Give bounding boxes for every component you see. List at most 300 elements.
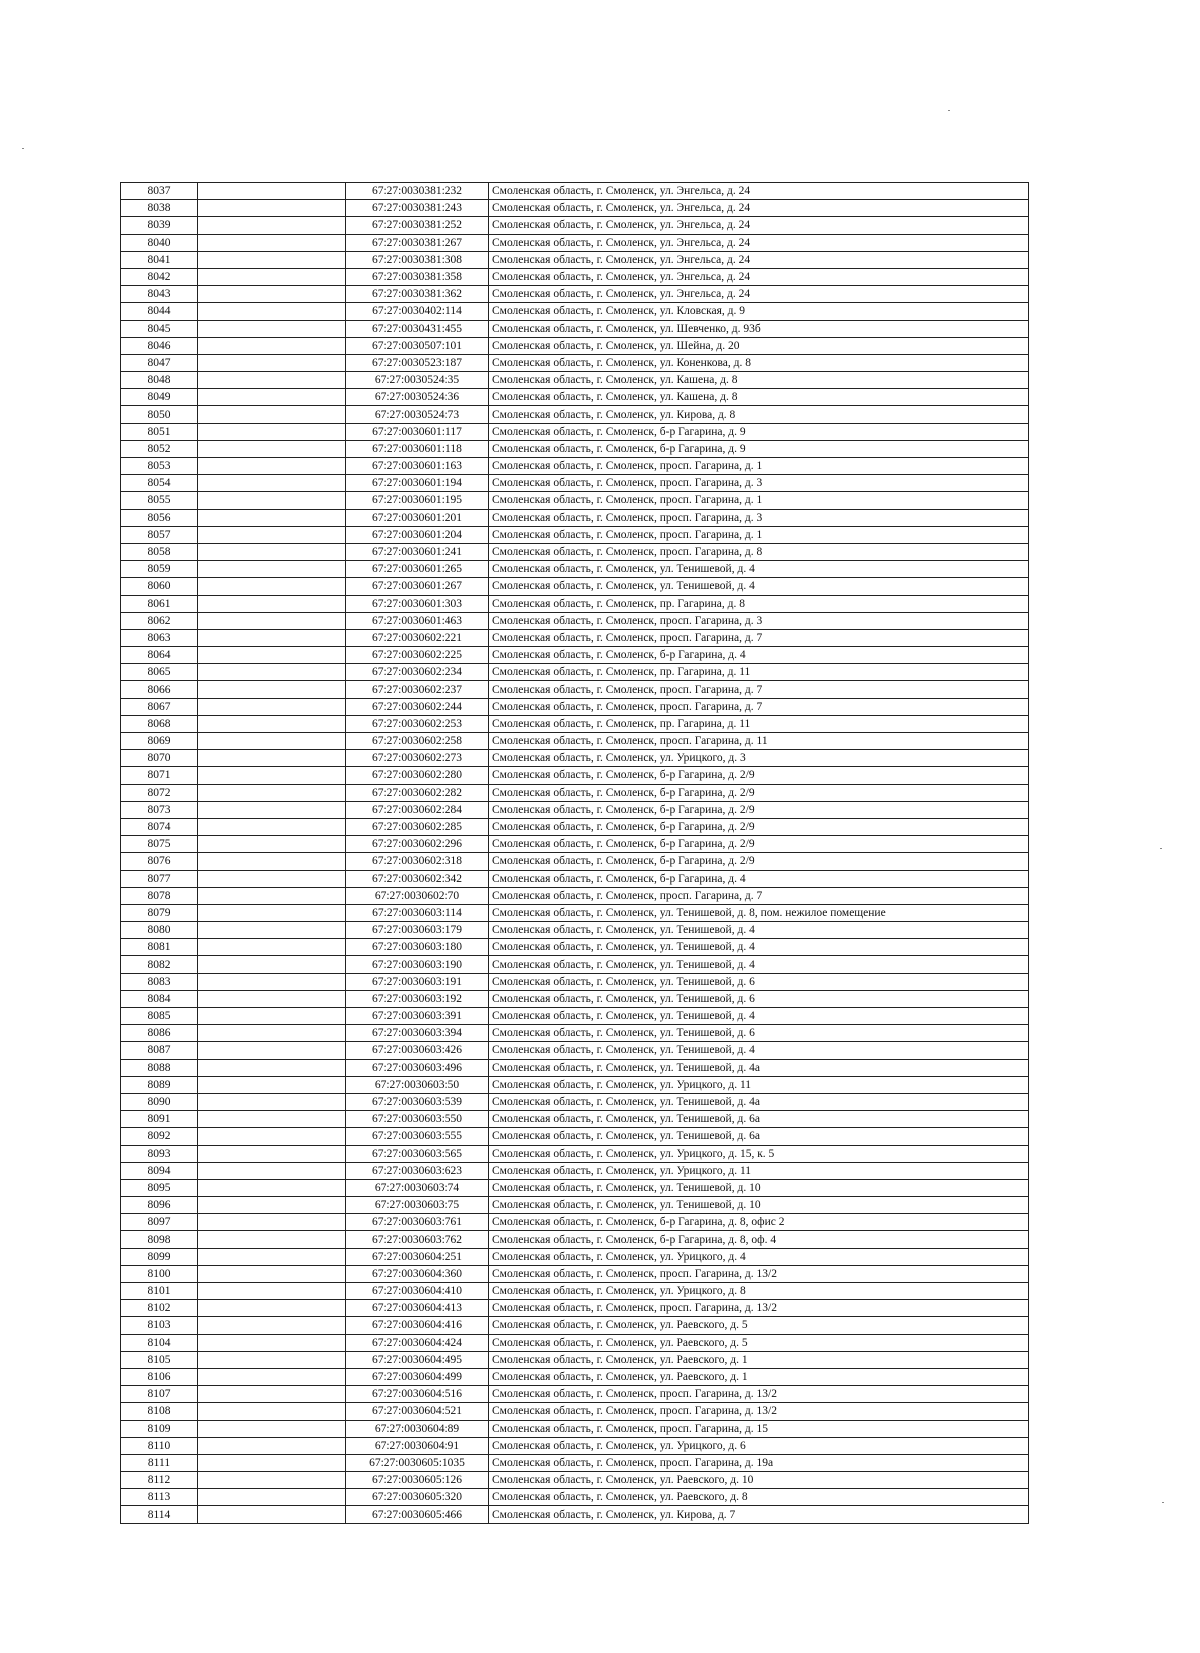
empty-cell [198, 1283, 346, 1300]
row-number: 8043 [121, 286, 198, 303]
table-row [121, 492, 1029, 509]
empty-cell [198, 1076, 346, 1093]
cadastral-number: 67:27:0030604:413 [346, 1300, 489, 1317]
empty-cell [198, 389, 346, 406]
row-number: 8062 [121, 612, 198, 629]
cadastral-number: 67:27:0030523:187 [346, 354, 489, 371]
address: Смоленская область, г. Смоленск, ул. Тенишевой, д. 6а [489, 1128, 1029, 1145]
table-row [121, 698, 1029, 715]
table-row [121, 303, 1029, 320]
table-row [121, 1489, 1029, 1506]
row-number: 8061 [121, 595, 198, 612]
empty-cell [198, 836, 346, 853]
address: Смоленская область, г. Смоленск, ул. Тенишевой, д. 4а [489, 1059, 1029, 1076]
cadastral-number: 67:27:0030602:70 [346, 887, 489, 904]
address: Смоленская область, г. Смоленск, ул. Раевского, д. 10 [489, 1472, 1029, 1489]
cadastral-number: 67:27:0030381:308 [346, 251, 489, 268]
row-number: 8108 [121, 1403, 198, 1420]
table-row [121, 1283, 1029, 1300]
table-row [121, 1162, 1029, 1179]
cadastral-number: 67:27:0030602:234 [346, 664, 489, 681]
address: Смоленская область, г. Смоленск, б-р Гагарина, д. 2/9 [489, 853, 1029, 870]
cadastral-number: 67:27:0030604:360 [346, 1265, 489, 1282]
cadastral-number: 67:27:0030524:35 [346, 372, 489, 389]
address: Смоленская область, г. Смоленск, ул. Тенишевой, д. 4а [489, 1093, 1029, 1110]
cadastral-number: 67:27:0030604:424 [346, 1334, 489, 1351]
address: Смоленская область, г. Смоленск, б-р Гагарина, д. 2/9 [489, 784, 1029, 801]
table-row [121, 458, 1029, 475]
row-number: 8107 [121, 1386, 198, 1403]
row-number: 8039 [121, 217, 198, 234]
cadastral-number: 67:27:0030601:117 [346, 423, 489, 440]
address: Смоленская область, г. Смоленск, ул. Тенишевой, д. 8, пом. нежилое помещение [489, 904, 1029, 921]
table-row [121, 1368, 1029, 1385]
address: Смоленская область, г. Смоленск, ул. Коненкова, д. 8 [489, 354, 1029, 371]
empty-cell [198, 1368, 346, 1385]
empty-cell [198, 526, 346, 543]
row-number: 8066 [121, 681, 198, 698]
address: Смоленская область, г. Смоленск, б-р Гагарина, д. 9 [489, 423, 1029, 440]
empty-cell [198, 303, 346, 320]
empty-cell [198, 1420, 346, 1437]
row-number: 8053 [121, 458, 198, 475]
cadastral-number: 67:27:0030603:496 [346, 1059, 489, 1076]
table-row [121, 1334, 1029, 1351]
address: Смоленская область, г. Смоленск, ул. Тенишевой, д. 10 [489, 1197, 1029, 1214]
address: Смоленская область, г. Смоленск, ул. Энгельса, д. 24 [489, 200, 1029, 217]
cadastral-number: 67:27:0030604:499 [346, 1368, 489, 1385]
address: Смоленская область, г. Смоленск, просп. Гагарина, д. 8 [489, 543, 1029, 560]
empty-cell [198, 1093, 346, 1110]
address: Смоленская область, г. Смоленск, ул. Кирова, д. 8 [489, 406, 1029, 423]
address: Смоленская область, г. Смоленск, ул. Энгельса, д. 24 [489, 286, 1029, 303]
cadastral-number: 67:27:0030602:244 [346, 698, 489, 715]
address: Смоленская область, г. Смоленск, ул. Урицкого, д. 3 [489, 750, 1029, 767]
empty-cell [198, 286, 346, 303]
row-number: 8047 [121, 354, 198, 371]
address: Смоленская область, г. Смоленск, ул. Тенишевой, д. 4 [489, 939, 1029, 956]
cadastral-number: 67:27:0030601:267 [346, 578, 489, 595]
table-row [121, 286, 1029, 303]
table-row [121, 320, 1029, 337]
row-number: 8088 [121, 1059, 198, 1076]
cadastral-number: 67:27:0030601:303 [346, 595, 489, 612]
table-row [121, 337, 1029, 354]
cadastral-number: 67:27:0030604:410 [346, 1283, 489, 1300]
table-row [121, 1506, 1029, 1523]
address: Смоленская область, г. Смоленск, ул. Раевского, д. 1 [489, 1368, 1029, 1385]
table-row [121, 251, 1029, 268]
row-number: 8099 [121, 1248, 198, 1265]
table-row [121, 200, 1029, 217]
row-number: 8110 [121, 1437, 198, 1454]
cadastral-number: 67:27:0030604:495 [346, 1351, 489, 1368]
scan-speck [22, 148, 24, 149]
address: Смоленская область, г. Смоленск, ул. Раевского, д. 8 [489, 1489, 1029, 1506]
address: Смоленская область, г. Смоленск, пр. Гагарина, д. 11 [489, 664, 1029, 681]
empty-cell [198, 1403, 346, 1420]
row-number: 8079 [121, 904, 198, 921]
row-number: 8109 [121, 1420, 198, 1437]
table-row [121, 389, 1029, 406]
address: Смоленская область, г. Смоленск, просп. Гагарина, д. 3 [489, 612, 1029, 629]
row-number: 8037 [121, 183, 198, 200]
cadastral-number: 67:27:0030603:192 [346, 990, 489, 1007]
address: Смоленская область, г. Смоленск, просп. Гагарина, д. 3 [489, 475, 1029, 492]
empty-cell [198, 200, 346, 217]
address: Смоленская область, г. Смоленск, просп. Гагарина, д. 7 [489, 698, 1029, 715]
table-row [121, 887, 1029, 904]
row-number: 8077 [121, 870, 198, 887]
address: Смоленская область, г. Смоленск, ул. Энгельса, д. 24 [489, 234, 1029, 251]
table-row [121, 664, 1029, 681]
address: Смоленская область, г. Смоленск, ул. Урицкого, д. 11 [489, 1076, 1029, 1093]
empty-cell [198, 372, 346, 389]
empty-cell [198, 1231, 346, 1248]
empty-cell [198, 1317, 346, 1334]
address: Смоленская область, г. Смоленск, ул. Тенишевой, д. 4 [489, 956, 1029, 973]
table-row [121, 543, 1029, 560]
address: Смоленская область, г. Смоленск, ул. Кловская, д. 9 [489, 303, 1029, 320]
address: Смоленская область, г. Смоленск, ул. Тенишевой, д. 6а [489, 1111, 1029, 1128]
empty-cell [198, 1334, 346, 1351]
table-row [121, 1093, 1029, 1110]
cadastral-number: 67:27:0030602:342 [346, 870, 489, 887]
cadastral-number: 67:27:0030604:89 [346, 1420, 489, 1437]
row-number: 8057 [121, 526, 198, 543]
cadastral-number: 67:27:0030602:285 [346, 818, 489, 835]
table-row [121, 1059, 1029, 1076]
empty-cell [198, 939, 346, 956]
cadastral-number: 67:27:0030602:273 [346, 750, 489, 767]
row-number: 8104 [121, 1334, 198, 1351]
table-row [121, 440, 1029, 457]
empty-cell [198, 354, 346, 371]
cadastral-number: 67:27:0030603:114 [346, 904, 489, 921]
empty-cell [198, 1145, 346, 1162]
row-number: 8049 [121, 389, 198, 406]
cadastral-number: 67:27:0030601:241 [346, 543, 489, 560]
row-number: 8058 [121, 543, 198, 560]
row-number: 8083 [121, 973, 198, 990]
table-row [121, 1351, 1029, 1368]
address: Смоленская область, г. Смоленск, просп. Гагарина, д. 7 [489, 681, 1029, 698]
row-number: 8040 [121, 234, 198, 251]
table-row [121, 1008, 1029, 1025]
table-row [121, 354, 1029, 371]
table-row [121, 767, 1029, 784]
table-row [121, 217, 1029, 234]
empty-cell [198, 973, 346, 990]
row-number: 8060 [121, 578, 198, 595]
table-row [121, 1248, 1029, 1265]
empty-cell [198, 1265, 346, 1282]
table-row [121, 1300, 1029, 1317]
address: Смоленская область, г. Смоленск, ул. Тенишевой, д. 4 [489, 578, 1029, 595]
cadastral-number: 67:27:0030605:466 [346, 1506, 489, 1523]
empty-cell [198, 1248, 346, 1265]
address: Смоленская область, г. Смоленск, ул. Урицкого, д. 4 [489, 1248, 1029, 1265]
empty-cell [198, 990, 346, 1007]
row-number: 8093 [121, 1145, 198, 1162]
empty-cell [198, 750, 346, 767]
cadastral-number: 67:27:0030604:91 [346, 1437, 489, 1454]
cadastral-number: 67:27:0030603:191 [346, 973, 489, 990]
row-number: 8098 [121, 1231, 198, 1248]
table-row [121, 1265, 1029, 1282]
registry-body [121, 183, 1029, 1524]
row-number: 8087 [121, 1042, 198, 1059]
cadastral-number: 67:27:0030381:243 [346, 200, 489, 217]
cadastral-number: 67:27:0030604:251 [346, 1248, 489, 1265]
table-row [121, 1403, 1029, 1420]
table-row [121, 406, 1029, 423]
empty-cell [198, 234, 346, 251]
cadastral-number: 67:27:0030381:362 [346, 286, 489, 303]
cadastral-number: 67:27:0030602:237 [346, 681, 489, 698]
row-number: 8041 [121, 251, 198, 268]
empty-cell [198, 337, 346, 354]
scan-speck [1160, 848, 1162, 849]
row-number: 8111 [121, 1454, 198, 1471]
table-row [121, 1128, 1029, 1145]
table-row [121, 733, 1029, 750]
row-number: 8080 [121, 922, 198, 939]
cadastral-number: 67:27:0030524:36 [346, 389, 489, 406]
address: Смоленская область, г. Смоленск, ул. Раевского, д. 5 [489, 1334, 1029, 1351]
row-number: 8106 [121, 1368, 198, 1385]
empty-cell [198, 767, 346, 784]
table-row [121, 904, 1029, 921]
table-row [121, 956, 1029, 973]
table-row [121, 1042, 1029, 1059]
empty-cell [198, 268, 346, 285]
table-row [121, 561, 1029, 578]
cadastral-number: 67:27:0030603:539 [346, 1093, 489, 1110]
empty-cell [198, 183, 346, 200]
table-row [121, 1437, 1029, 1454]
empty-cell [198, 1111, 346, 1128]
address: Смоленская область, г. Смоленск, просп. Гагарина, д. 7 [489, 887, 1029, 904]
cadastral-number: 67:27:0030603:75 [346, 1197, 489, 1214]
address: Смоленская область, г. Смоленск, ул. Кашена, д. 8 [489, 389, 1029, 406]
table-row [121, 526, 1029, 543]
cadastral-number: 67:27:0030605:126 [346, 1472, 489, 1489]
row-number: 8094 [121, 1162, 198, 1179]
empty-cell [198, 1059, 346, 1076]
empty-cell [198, 458, 346, 475]
cadastral-number: 67:27:0030601:195 [346, 492, 489, 509]
table-row [121, 1145, 1029, 1162]
row-number: 8081 [121, 939, 198, 956]
cadastral-number: 67:27:0030603:762 [346, 1231, 489, 1248]
cadastral-number: 67:27:0030507:101 [346, 337, 489, 354]
empty-cell [198, 1008, 346, 1025]
row-number: 8097 [121, 1214, 198, 1231]
cadastral-number: 67:27:0030602:284 [346, 801, 489, 818]
table-row [121, 1317, 1029, 1334]
table-row [121, 578, 1029, 595]
empty-cell [198, 509, 346, 526]
cadastral-number: 67:27:0030603:190 [346, 956, 489, 973]
row-number: 8065 [121, 664, 198, 681]
empty-cell [198, 1179, 346, 1196]
empty-cell [198, 956, 346, 973]
empty-cell [198, 1437, 346, 1454]
row-number: 8092 [121, 1128, 198, 1145]
address: Смоленская область, г. Смоленск, ул. Энгельса, д. 24 [489, 217, 1029, 234]
empty-cell [198, 887, 346, 904]
table-row [121, 509, 1029, 526]
empty-cell [198, 320, 346, 337]
address: Смоленская область, г. Смоленск, просп. Гагарина, д. 13/2 [489, 1386, 1029, 1403]
empty-cell [198, 1454, 346, 1471]
empty-cell [198, 1162, 346, 1179]
row-number: 8095 [121, 1179, 198, 1196]
empty-cell [198, 801, 346, 818]
empty-cell [198, 1489, 346, 1506]
table-row [121, 801, 1029, 818]
address: Смоленская область, г. Смоленск, пр. Гагарина, д. 11 [489, 715, 1029, 732]
row-number: 8113 [121, 1489, 198, 1506]
empty-cell [198, 543, 346, 560]
table-row [121, 612, 1029, 629]
address: Смоленская область, г. Смоленск, просп. Гагарина, д. 1 [489, 492, 1029, 509]
cadastral-number: 67:27:0030603:179 [346, 922, 489, 939]
cadastral-number: 67:27:0030381:252 [346, 217, 489, 234]
address: Смоленская область, г. Смоленск, просп. Гагарина, д. 11 [489, 733, 1029, 750]
cadastral-number: 67:27:0030601:204 [346, 526, 489, 543]
cadastral-number: 67:27:0030601:118 [346, 440, 489, 457]
address: Смоленская область, г. Смоленск, просп. Гагарина, д. 1 [489, 458, 1029, 475]
empty-cell [198, 1042, 346, 1059]
table-row [121, 715, 1029, 732]
address: Смоленская область, г. Смоленск, ул. Тенишевой, д. 4 [489, 1008, 1029, 1025]
table-row [121, 1025, 1029, 1042]
cadastral-number: 67:27:0030602:282 [346, 784, 489, 801]
address: Смоленская область, г. Смоленск, б-р Гагарина, д. 2/9 [489, 767, 1029, 784]
empty-cell [198, 251, 346, 268]
empty-cell [198, 1472, 346, 1489]
table-row [121, 750, 1029, 767]
table-row [121, 1179, 1029, 1196]
cadastral-number: 67:27:0030604:416 [346, 1317, 489, 1334]
row-number: 8101 [121, 1283, 198, 1300]
address: Смоленская область, г. Смоленск, ул. Тенишевой, д. 4 [489, 1042, 1029, 1059]
address: Смоленская область, г. Смоленск, ул. Энгельса, д. 24 [489, 183, 1029, 200]
row-number: 8075 [121, 836, 198, 853]
empty-cell [198, 853, 346, 870]
row-number: 8070 [121, 750, 198, 767]
cadastral-number: 67:27:0030604:521 [346, 1403, 489, 1420]
row-number: 8056 [121, 509, 198, 526]
table-row [121, 1231, 1029, 1248]
cadastral-number: 67:27:0030601:194 [346, 475, 489, 492]
empty-cell [198, 664, 346, 681]
empty-cell [198, 647, 346, 664]
table-row [121, 784, 1029, 801]
row-number: 8054 [121, 475, 198, 492]
cadastral-number: 67:27:0030603:180 [346, 939, 489, 956]
empty-cell [198, 578, 346, 595]
cadastral-number: 67:27:0030524:73 [346, 406, 489, 423]
empty-cell [198, 1025, 346, 1042]
row-number: 8090 [121, 1093, 198, 1110]
cadastral-number: 67:27:0030381:267 [346, 234, 489, 251]
table-row [121, 629, 1029, 646]
cadastral-number: 67:27:0030603:391 [346, 1008, 489, 1025]
row-number: 8042 [121, 268, 198, 285]
cadastral-number: 67:27:0030604:516 [346, 1386, 489, 1403]
cadastral-number: 67:27:0030601:463 [346, 612, 489, 629]
empty-cell [198, 629, 346, 646]
address: Смоленская область, г. Смоленск, ул. Тенишевой, д. 6 [489, 990, 1029, 1007]
row-number: 8069 [121, 733, 198, 750]
address: Смоленская область, г. Смоленск, ул. Тенишевой, д. 10 [489, 1179, 1029, 1196]
cadastral-number: 67:27:0030381:358 [346, 268, 489, 285]
cadastral-number: 67:27:0030431:455 [346, 320, 489, 337]
cadastral-number: 67:27:0030602:225 [346, 647, 489, 664]
address: Смоленская область, г. Смоленск, ул. Раевского, д. 5 [489, 1317, 1029, 1334]
table-row [121, 475, 1029, 492]
row-number: 8063 [121, 629, 198, 646]
table-row [121, 1472, 1029, 1489]
row-number: 8085 [121, 1008, 198, 1025]
address: Смоленская область, г. Смоленск, ул. Шейна, д. 20 [489, 337, 1029, 354]
row-number: 8051 [121, 423, 198, 440]
cadastral-number: 67:27:0030602:318 [346, 853, 489, 870]
cadastral-number: 67:27:0030381:232 [346, 183, 489, 200]
address: Смоленская область, г. Смоленск, б-р Гагарина, д. 2/9 [489, 818, 1029, 835]
empty-cell [198, 1214, 346, 1231]
address: Смоленская область, г. Смоленск, ул. Энгельса, д. 24 [489, 251, 1029, 268]
table-row [121, 990, 1029, 1007]
table-row [121, 939, 1029, 956]
address: Смоленская область, г. Смоленск, ул. Тенишевой, д. 4 [489, 561, 1029, 578]
cadastral-number: 67:27:0030601:265 [346, 561, 489, 578]
table-row [121, 853, 1029, 870]
table-row [121, 423, 1029, 440]
cadastral-number: 67:27:0030605:320 [346, 1489, 489, 1506]
cadastral-number: 67:27:0030603:623 [346, 1162, 489, 1179]
empty-cell [198, 1351, 346, 1368]
cadastral-number: 67:27:0030601:163 [346, 458, 489, 475]
empty-cell [198, 922, 346, 939]
row-number: 8050 [121, 406, 198, 423]
empty-cell [198, 1506, 346, 1523]
address: Смоленская область, г. Смоленск, просп. Гагарина, д. 13/2 [489, 1265, 1029, 1282]
empty-cell [198, 595, 346, 612]
row-number: 8072 [121, 784, 198, 801]
row-number: 8067 [121, 698, 198, 715]
row-number: 8089 [121, 1076, 198, 1093]
row-number: 8103 [121, 1317, 198, 1334]
empty-cell [198, 440, 346, 457]
cadastral-number: 67:27:0030602:280 [346, 767, 489, 784]
cadastral-number: 67:27:0030603:761 [346, 1214, 489, 1231]
row-number: 8112 [121, 1472, 198, 1489]
empty-cell [198, 715, 346, 732]
address: Смоленская область, г. Смоленск, ул. Урицкого, д. 6 [489, 1437, 1029, 1454]
row-number: 8046 [121, 337, 198, 354]
address: Смоленская область, г. Смоленск, б-р Гагарина, д. 4 [489, 870, 1029, 887]
address: Смоленская область, г. Смоленск, б-р Гагарина, д. 8, оф. 4 [489, 1231, 1029, 1248]
row-number: 8045 [121, 320, 198, 337]
address: Смоленская область, г. Смоленск, просп. Гагарина, д. 7 [489, 629, 1029, 646]
row-number: 8044 [121, 303, 198, 320]
cadastral-number: 67:27:0030603:550 [346, 1111, 489, 1128]
cadastral-number: 67:27:0030602:258 [346, 733, 489, 750]
